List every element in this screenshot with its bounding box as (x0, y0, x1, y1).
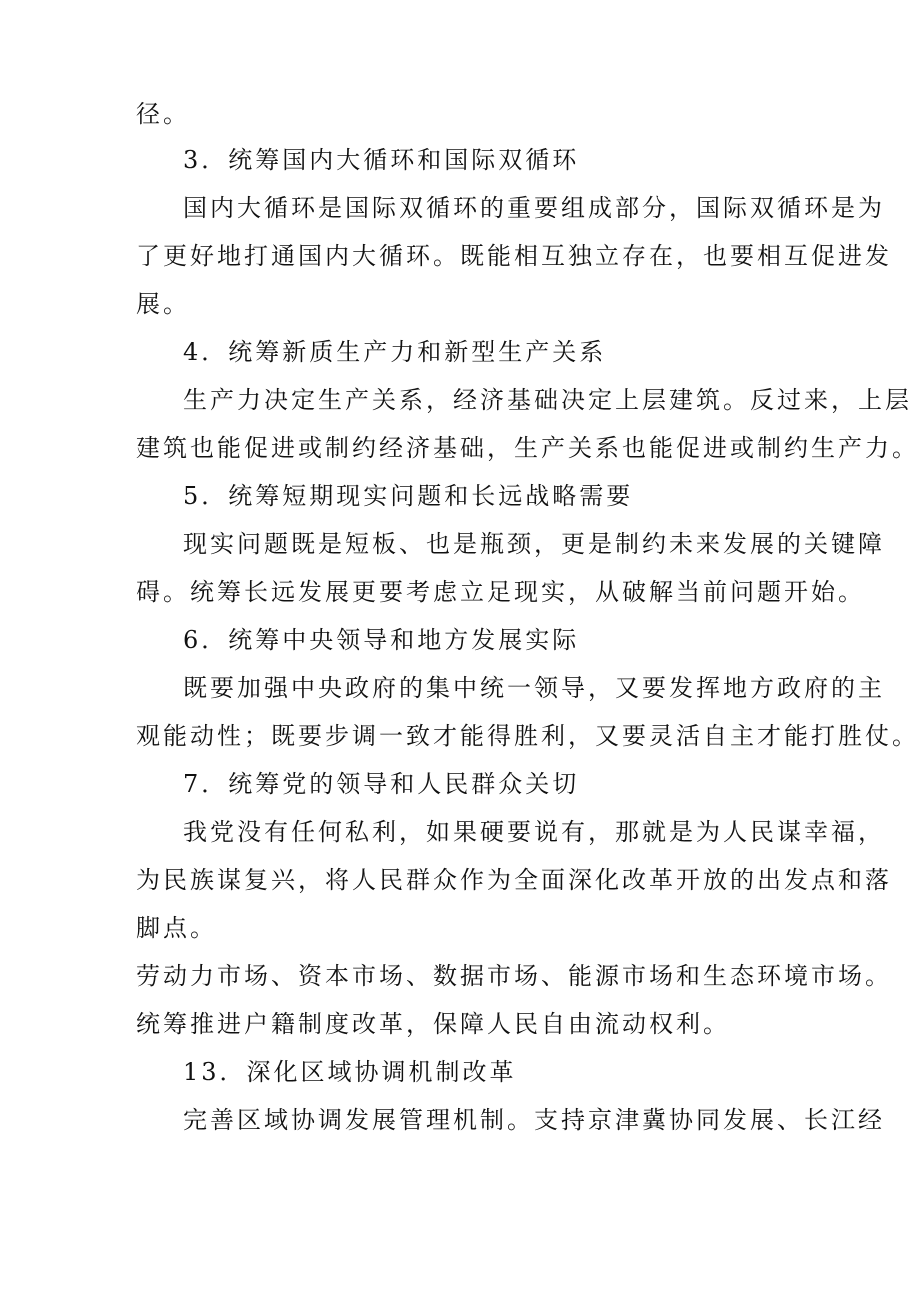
section-heading-7: 7．统筹党的领导和人民群众关切 (183, 770, 580, 798)
section-heading-5: 5．统筹短期现实问题和长远战略需要 (183, 482, 634, 510)
paragraph-hukou-line: 统筹推进户籍制度改革，保障人民自由流动权利。 (136, 1010, 730, 1038)
paragraph-13-line-1: 完善区域协调发展管理机制。支持京津冀协同发展、长江经 (183, 1106, 885, 1134)
paragraph-5-line-1: 现实问题既是短板、也是瓶颈，更是制约未来发展的关键障 (183, 530, 885, 558)
paragraph-7-line-1: 我党没有任何私利，如果硬要说有，那就是为人民谋幸福， (183, 818, 885, 846)
paragraph-3-line-1: 国内大循环是国际双循环的重要组成部分，国际双循环是为 (183, 194, 885, 222)
text-line-continuation: 径。 (136, 100, 190, 128)
section-heading-3: 3．统筹国内大循环和国际双循环 (183, 146, 580, 174)
section-heading-13: 13．深化区域协调机制改革 (183, 1058, 517, 1086)
paragraph-4-line-1: 生产力决定生产关系，经济基础决定上层建筑。反过来，上层 (183, 386, 912, 414)
paragraph-markets-line: 劳动力市场、资本市场、数据市场、能源市场和生态环境市场。 (136, 962, 892, 990)
paragraph-4-line-2: 建筑也能促进或制约经济基础，生产关系也能促进或制约生产力。 (136, 434, 919, 462)
section-heading-6: 6．统筹中央领导和地方发展实际 (183, 626, 580, 654)
paragraph-6-line-1: 既要加强中央政府的集中统一领导，又要发挥地方政府的主 (183, 674, 885, 702)
paragraph-3-line-2: 了更好地打通国内大循环。既能相互独立存在，也要相互促进发 (136, 242, 892, 270)
paragraph-6-line-2: 观能动性；既要步调一致才能得胜利，又要灵活自主才能打胜仗。 (136, 722, 919, 750)
paragraph-3-line-3: 展。 (136, 290, 190, 318)
paragraph-7-line-2: 为民族谋复兴，将人民群众作为全面深化改革开放的出发点和落 (136, 866, 892, 894)
section-heading-4: 4．统筹新质生产力和新型生产关系 (183, 338, 607, 366)
paragraph-5-line-2: 碍。统筹长远发展更要考虑立足现实，从破解当前问题开始。 (136, 578, 865, 606)
paragraph-7-line-3: 脚点。 (136, 914, 217, 942)
